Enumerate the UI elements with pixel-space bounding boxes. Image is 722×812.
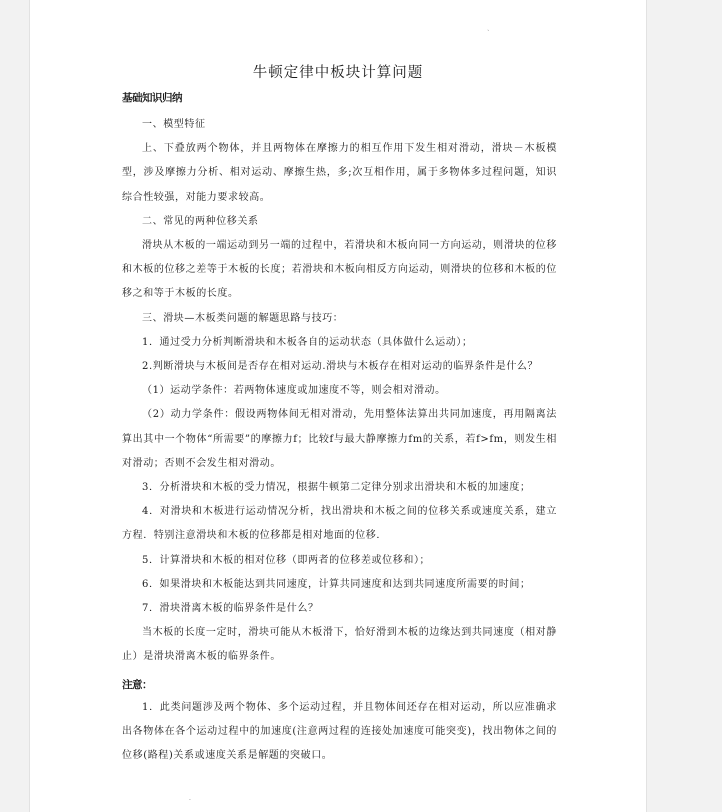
paragraph-critical-condition: 当木板的长度一定时，滑块可能从木板滑下，恰好滑到木板的边缘达到共同速度（相对静止）是滑块滑离木板的临界条件。 [122,627,557,663]
paragraph-model-features: 上、下叠放两个物体，并且两物体在摩擦力的相互作用下发生相对滑动，滑块－木板模型，涉及摩擦力分析、相对运动、摩擦生热，多;次互相作用，属于多物体多过程问题，知识综合性较强，对能力要求较高。 [122,143,557,203]
step-2: 2.判断滑块与木板间是否存在相对运动.滑块与木板存在相对运动的临界条件是什么？ [142,361,539,373]
note-body [122,696,557,769]
page-mark-top: ` [487,30,490,37]
step-3: 3．分析滑块和木板的受力情况，根据牛顿第二定律分别求出滑块和木板的加速度； [142,482,531,494]
step-1: 1．通过受力分析判断滑块和木板各自的运动状态（具体做什么运动）； [142,336,473,348]
step-7: 7．滑块滑离木板的临界条件是什么？ [142,603,319,615]
document-title: 牛顿定律中板块计算问题 [252,65,424,81]
section-heading-note: 注意： [122,679,152,691]
step-2-condition-2: （2）动力学条件：假设两物体间无相对滑动，先用整体法算出共同加速度，再用隔离法算出其中一个物体“所需要”的摩擦力f；比较f与最大静摩擦力fm的关系，若f>fm，则发生相对滑动；否则不会发生相对滑动。 [122,409,557,469]
note-item-1: 1．此类问题涉及两个物体、多个运动过程，并且物体间还存在相对运动，所以应准确求出各物体在各个运动过程中的加速度(注意两过程的连接处加速度可能突变)，找出物体之间的位移(路程)关系或速度关系是解题的突破口。 [122,702,557,762]
heading-displacement-relations: 二、常见的两种位移关系 [142,215,259,227]
document-page [29,0,647,812]
step-6: 6．如果滑块和木板能达到共同速度，计算共同速度和达到共同速度所需要的时间； [142,578,531,590]
paragraph-displacement-relations: 滑块从木板的一端运动到另一端的过程中，若滑块和木板向同一方向运动，则滑块的位移和木板的位移之差等于木板的长度；若滑块和木板向相反方向运动，则滑块的位移和木板的位移之和等于木板的长度。 [122,240,557,300]
step-2-condition-1: （1）运动学条件：若两物体速度或加速度不等，则会相对滑动。 [142,385,446,397]
step-5: 5．计算滑块和木板的相对位移（即两者的位移差或位移和）； [142,554,431,566]
heading-solution-approach: 三、滑块—木板类问题的解题思路与技巧： [142,312,344,324]
document-body [122,113,557,670]
section-heading-basic: 基础知识归纳 [122,92,182,104]
page-mark-bottom: . [189,795,191,802]
step-4: 4．对滑块和木板进行运动情况分析，找出滑块和木板之间的位移关系或速度关系，建立方程．特别注意滑块和木板的位移都是相对地面的位移． [122,506,557,542]
heading-model-features: 一、模型特征 [142,119,206,130]
